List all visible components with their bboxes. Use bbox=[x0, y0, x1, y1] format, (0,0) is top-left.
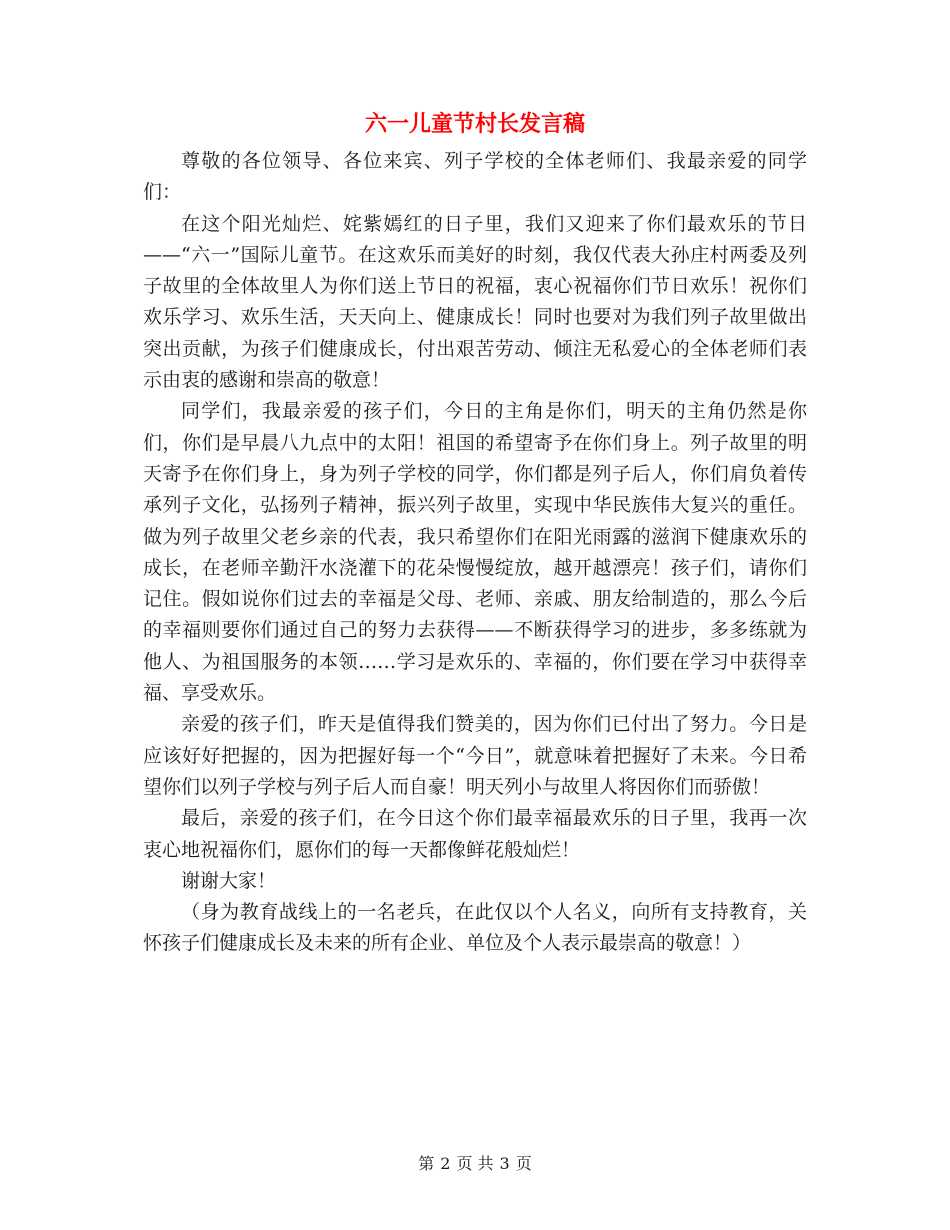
paragraph-thanks: 谢谢大家！ bbox=[181, 869, 277, 892]
paragraph-salutation: 尊敬的各位领导、各位来宾、列子学校的全体老师们、我最亲爱的同学们： bbox=[143, 150, 807, 204]
footer-page-current: 2 bbox=[440, 1154, 451, 1173]
paragraph-closing: 最后，亲爱的孩子们，在今日这个你们最幸福最欢乐的日子里，我再一次衷心地祝福你们，愿你们的每一天都像鲜花般灿烂！ bbox=[143, 807, 807, 861]
paragraph-greeting: 在这个阳光灿烂、姹紫嫣红的日子里，我们又迎来了你们最欢乐的节日——“六一”国际儿童节。在这欢乐而美好的时刻，我仅代表大孙庄村两委及列子故里的全体故里人为你们送上节日的祝福，衷心祝福你们节日欢乐！祝你们欢乐学习、欢乐生活，天天向上、健康成长！同时也要对为我们列子故里做出突出贡献，为孩子们健康成长，付出艰苦劳动、倾注无私爱心的全体老师们表示由衷的感谢和崇高的敬意！ bbox=[143, 212, 807, 392]
footer-prefix: 第 bbox=[418, 1154, 435, 1173]
footer-middle: 页 共 bbox=[456, 1154, 494, 1173]
paragraph-children: 亲爱的孩子们，昨天是值得我们赞美的，因为你们已付出了努力。今日是应该好好把握的，因为把握好每一个“今日”，就意味着把握好了未来。今日希望你们以列子学校与列子后人而自豪！明天列小与故里人将因你们而骄傲！ bbox=[143, 713, 807, 798]
paragraph-note: （身为教育战线上的一名老兵，在此仅以个人名义，向所有支持教育，关怀孩子们健康成长及未来的所有企业、单位及个人表示最崇高的敬意！） bbox=[143, 901, 807, 955]
footer-suffix: 页 bbox=[515, 1154, 532, 1173]
page-footer bbox=[0, 1152, 950, 1176]
document-title: 六一儿童节村长发言稿 bbox=[364, 111, 585, 137]
paragraph-students: 同学们，我最亲爱的孩子们，今日的主角是你们，明天的主角仍然是你们，你们是早晨八九点中的太阳！祖国的希望寄予在你们身上。列子故里的明天寄予在你们身上，身为列子学校的同学，你们都是列子后人，你们肩负着传承列子文化，弘扬列子精神，振兴列子故里，实现中华民族伟大复兴的重任。做为列子故里父老乡亲的代表，我只希望你们在阳光雨露的滋润下健康欢乐的成长，在老师辛勤汗水浇灌下的花朵慢慢绽放，越开越漂亮！孩子们，请你们记住。假如说你们过去的幸福是父母、老师、亲戚、朋友给制造的，那么今后的幸福则要你们通过自己的努力去获得——不断获得学习的进步，多多练就为他人、为祖国服务的本领……学习是欢乐的、幸福的，你们要在学习中获得幸福、享受欢乐。 bbox=[143, 400, 807, 705]
document-body bbox=[143, 146, 807, 960]
footer-page-total: 3 bbox=[499, 1154, 510, 1173]
